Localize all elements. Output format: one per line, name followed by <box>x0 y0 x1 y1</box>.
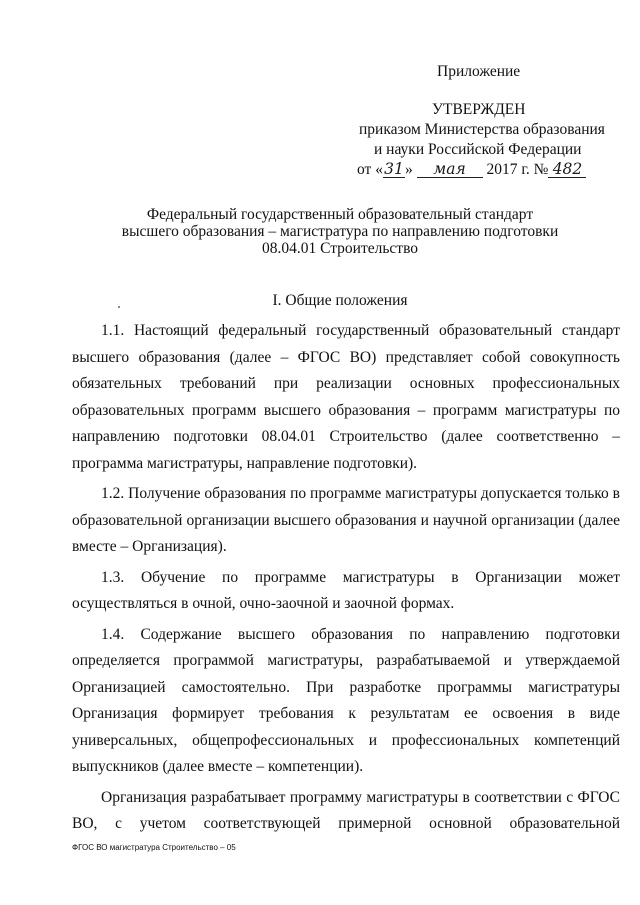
approval-date-line <box>357 160 630 180</box>
paragraph-1-3: 1.3. Обучение по программе магистратуры в Организации может осуществляться в очной, очно-заочной и заочной формах. <box>72 568 620 612</box>
date-prefix: от « <box>357 161 383 178</box>
page-footer: ФГОС ВО магистратура Строительство – 05 <box>72 843 236 852</box>
section-heading: I. Общие положения <box>272 292 408 309</box>
title-line-1: Федеральный государственный образовательный стандарт <box>146 206 534 223</box>
approval-ministry-line-2: и науки Российской Федерации <box>374 141 582 158</box>
document-title <box>60 206 620 257</box>
body-text <box>72 318 620 842</box>
year-and-number-label: 2017 г. № <box>486 161 549 178</box>
approved-label: УТВЕРЖДЕН <box>432 101 526 118</box>
date-mid: » <box>404 161 413 178</box>
paragraph-1-1: 1.1. Настоящий федеральный государственный образовательный стандарт высшего образования (далее – ФГОС ВО) представляет собой совокупность обязательных требований при реализации основных профессиональных образовательных программ высшего образования – программ магистратуры по направлению подготовки 08.04.01 Строительство (далее соответственно – программа магистратуры, направление подготовки). <box>72 322 620 472</box>
paragraph-organization: Организация разрабатывает программу магистратуры в соответствии с ФГОС ВО, с учетом соответствующей примерной основной образовательной <box>72 788 620 832</box>
approval-block <box>330 62 630 180</box>
title-line-2: высшего образования – магистратура по направлению подготовки <box>121 223 559 240</box>
handwritten-order-number: 482 <box>548 161 586 178</box>
appendix-label: Приложение <box>437 63 521 80</box>
paragraph-1-2: 1.2. Получение образования по программе магистратуры допускается только в образовательной организации высшего образования и научной организации (далее вместе – Организация). <box>72 485 620 555</box>
title-line-3: 08.04.01 Строительство <box>261 240 419 257</box>
handwritten-month: мая <box>417 161 483 178</box>
handwritten-day: 31 <box>384 160 404 178</box>
paragraph-1-4: 1.4. Содержание высшего образования по направлению подготовки определяется программой магистратуры, разрабатываемой и утверждаемой Организацией самостоятельно. При разработке программы магистратуры Организация формирует требования к результатам ее освоения в виде универсальных, общепрофессиональных и профессиональных компетенций выпускников (далее вместе – компетенции). <box>72 625 620 775</box>
approval-ministry-line: приказом Министерства образования <box>359 121 605 138</box>
